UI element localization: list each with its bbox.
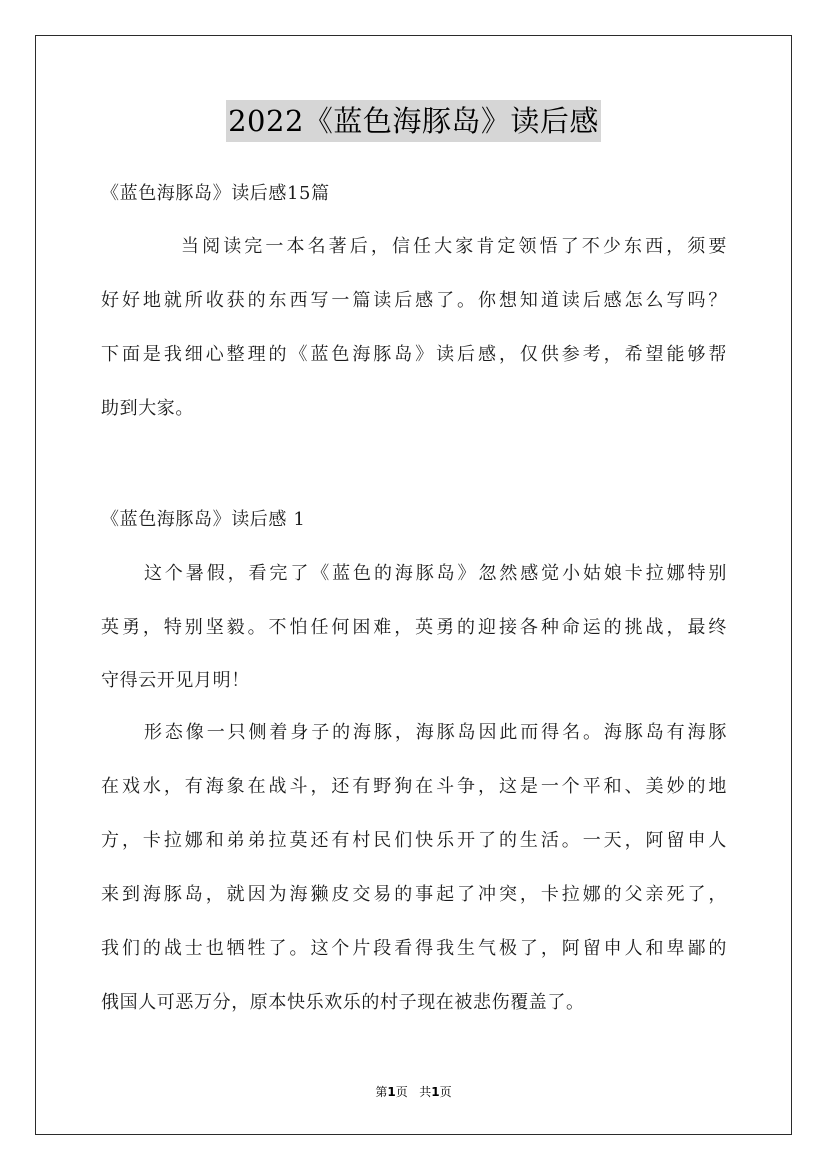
- title-container: [0, 100, 827, 142]
- paragraph-line: 俄国人可恶万分，原本快乐欢乐的村子现在被悲伤覆盖了。: [101, 992, 585, 1013]
- intro-line: 下面是我细心整理的《蓝色海豚岛》读后感，仅供参考，希望能够帮: [101, 344, 727, 365]
- paragraph-line: 形态像一只侧着身子的海豚，海豚岛因此而得名。海豚岛有海豚: [144, 722, 727, 743]
- page-suffix: 页: [395, 1085, 408, 1099]
- paragraph-line: 英勇，特别坚毅。不怕任何困难，英勇的迎接各种命运的挑战，最终: [101, 617, 727, 638]
- page-footer: [0, 1083, 827, 1100]
- page-number: 1: [387, 1085, 396, 1099]
- paragraph-line: 来到海豚岛，就因为海獭皮交易的事起了冲突，卡拉娜的父亲死了，: [101, 884, 727, 905]
- intro-line: 好好地就所收获的东西写一篇读后感了。你想知道读后感怎么写吗？: [101, 290, 727, 311]
- paragraph-line: 这个暑假，看完了《蓝色的海豚岛》忽然感觉小姑娘卡拉娜特别: [144, 563, 727, 584]
- total-pages: 1: [431, 1085, 440, 1099]
- total-prefix: 共: [419, 1085, 432, 1099]
- document-title: 2022《蓝色海豚岛》读后感: [226, 100, 601, 142]
- paragraph-line: 在戏水，有海象在战斗，还有野狗在斗争，这是一个平和、美妙的地: [101, 776, 727, 797]
- total-suffix: 页: [439, 1085, 452, 1099]
- paragraph-line: 守得云开见月明！: [101, 670, 250, 691]
- paragraph-line: 方，卡拉娜和弟弟拉莫还有村民们快乐开了的生活。一天，阿留申人: [101, 830, 727, 851]
- section-heading: 《蓝色海豚岛》读后感 1: [101, 509, 306, 530]
- page-prefix: 第: [375, 1085, 388, 1099]
- intro-line: 助到大家。: [101, 398, 194, 419]
- paragraph-line: 我们的战士也牺牲了。这个片段看得我生气极了，阿留申人和卑鄙的: [101, 938, 727, 959]
- subtitle: 《蓝色海豚岛》读后感15篇: [101, 183, 330, 204]
- intro-line: 当阅读完一本名著后，信任大家肯定领悟了不少东西，须要: [181, 236, 727, 257]
